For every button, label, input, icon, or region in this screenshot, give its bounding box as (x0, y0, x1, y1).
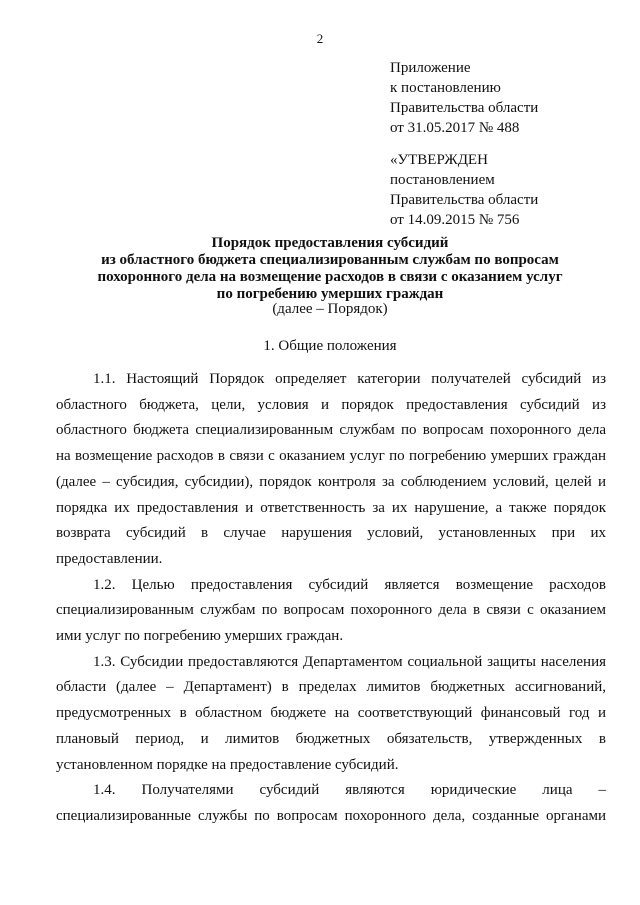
title-line: по погребению умерших граждан (216, 286, 444, 302)
annex-line: Правительства области (390, 100, 539, 116)
annex-block (390, 58, 538, 138)
approved-block (390, 150, 538, 230)
text-line: ими услуг по погребению умерших граждан. (56, 628, 344, 645)
title-line: из областного бюджета специализированным службам по вопросам (101, 252, 559, 268)
text-line: (далее – субсидия, субсидии), порядок контроля за соблюдением условий, целей и (56, 473, 606, 490)
text-line: предусмотренных в областном бюджете на соответствующий финансовый год и (56, 705, 606, 722)
text-line: 1.2. Целью предоставления субсидий является возмещение расходов (93, 576, 606, 593)
text-line: 1.1. Настоящий Порядок определяет категории получателей субсидий из (93, 371, 606, 387)
text-line: специализированные службы по вопросам похоронного дела, созданные органами (56, 807, 606, 824)
annex-line: к постановлению (390, 80, 501, 96)
text-line: области (далее – Департамент) в пределах лимитов бюджетных ассигнований, (56, 679, 606, 696)
text-line: 1.4. Получателями субсидий являются юридические лица – (93, 782, 606, 799)
approved-line: «УТВЕРЖДЕН (390, 152, 488, 168)
text-line: 1.3. Субсидии предоставляются Департаментом социальной защиты населения (93, 653, 606, 670)
title-line: похоронного дела на возмещение расходов в связи с оказанием услуг (97, 269, 563, 285)
paragraph-1-1 (56, 367, 606, 573)
text-line: порядка их предоставления и ответственность за их нарушение, а также порядок (56, 499, 606, 516)
approved-line: постановлением (390, 172, 495, 188)
page-number: 2 (316, 31, 324, 46)
text-line: областного бюджета специализированным службам по вопросам похоронного дела (56, 422, 606, 439)
body-text (56, 367, 606, 830)
text-line: установленном порядке на предоставление субсидий. (56, 756, 399, 773)
text-line: предоставлении. (56, 550, 163, 567)
title-subtitle: (далее – Порядок) (272, 301, 388, 317)
paragraph-1-3 (56, 650, 606, 779)
document-title (40, 235, 620, 303)
section-heading: 1. Общие положения (263, 338, 397, 354)
annex-line: от 31.05.2017 № 488 (390, 120, 520, 136)
text-line: возврата субсидий в случае нарушения условий, установленных при их (56, 525, 606, 542)
text-line: специализированным службам по вопросам похоронного дела в связи с оказанием (56, 602, 606, 619)
title-line: Порядок предоставления субсидий (211, 235, 449, 251)
paragraph-1-4 (56, 778, 606, 829)
approved-line: от 14.09.2015 № 756 (390, 212, 520, 228)
annex-line: Приложение (390, 60, 471, 76)
paragraph-1-2 (56, 573, 606, 650)
approved-line: Правительства области (390, 192, 539, 208)
text-line: на возмещение расходов в связи с оказанием услуг по погребению умерших граждан (56, 448, 606, 465)
text-line: плановый период, и лимитов бюджетных обязательств, утвержденных в (56, 730, 606, 747)
text-line: областного бюджета, цели, условия и порядок предоставления субсидий из (56, 396, 606, 413)
